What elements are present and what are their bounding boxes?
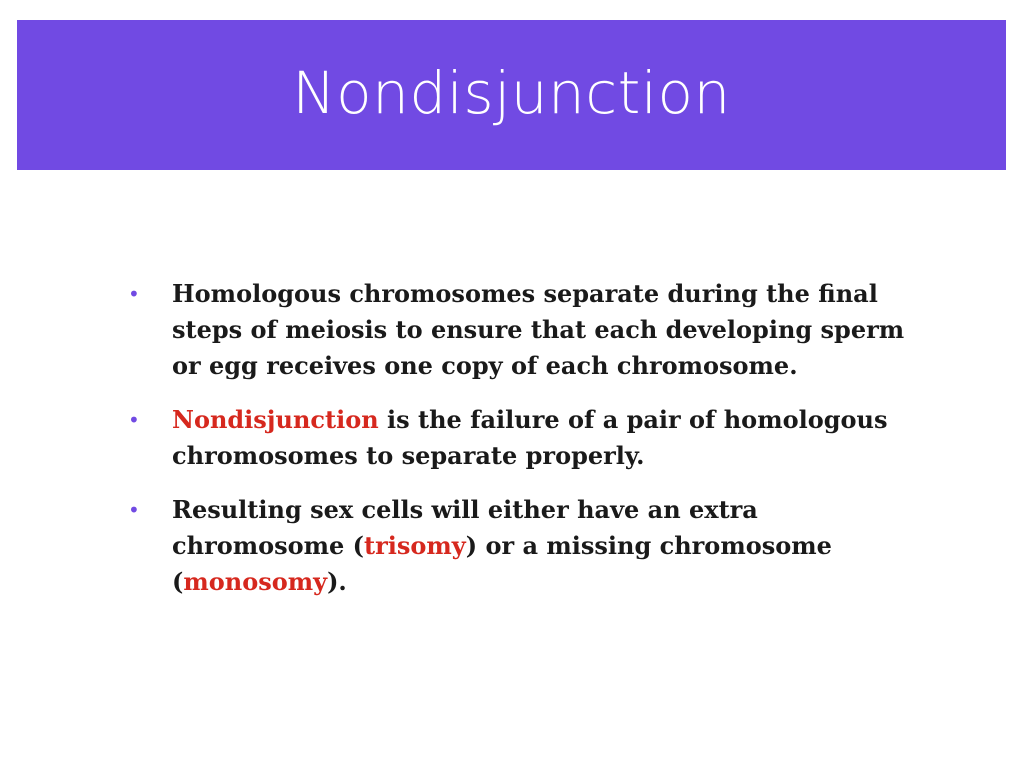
bullet-dot-icon: • [128, 408, 140, 432]
bullet-text: Resulting sex cells will either have an extra chromosome ( [172, 495, 758, 560]
bullet-item-nondisjunction [126, 402, 916, 474]
bullet-item-meiosis [126, 276, 916, 384]
bullet-list [126, 276, 916, 618]
bullet-item-resulting-cells [126, 492, 916, 600]
term-nondisjunction: Nondisjunction [172, 405, 379, 434]
bullet-text: Homologous chromosomes separate during the final steps of meiosis to ensure that each developing sperm or egg receives one copy of each chromosome. [172, 279, 905, 380]
term-monosomy: monosomy [183, 567, 328, 596]
term-trisomy: trisomy [364, 531, 466, 560]
bullet-text: ) or a missing chromosome ( [172, 531, 832, 596]
slide-title: Nondisjunction [292, 59, 731, 127]
title-banner [17, 20, 1006, 170]
bullet-dot-icon: • [128, 282, 140, 306]
bullet-text: is the failure of a pair of homologous chromosomes to separate properly. [172, 405, 888, 470]
bullet-dot-icon: • [128, 498, 140, 522]
bullet-text: ). [327, 567, 347, 596]
